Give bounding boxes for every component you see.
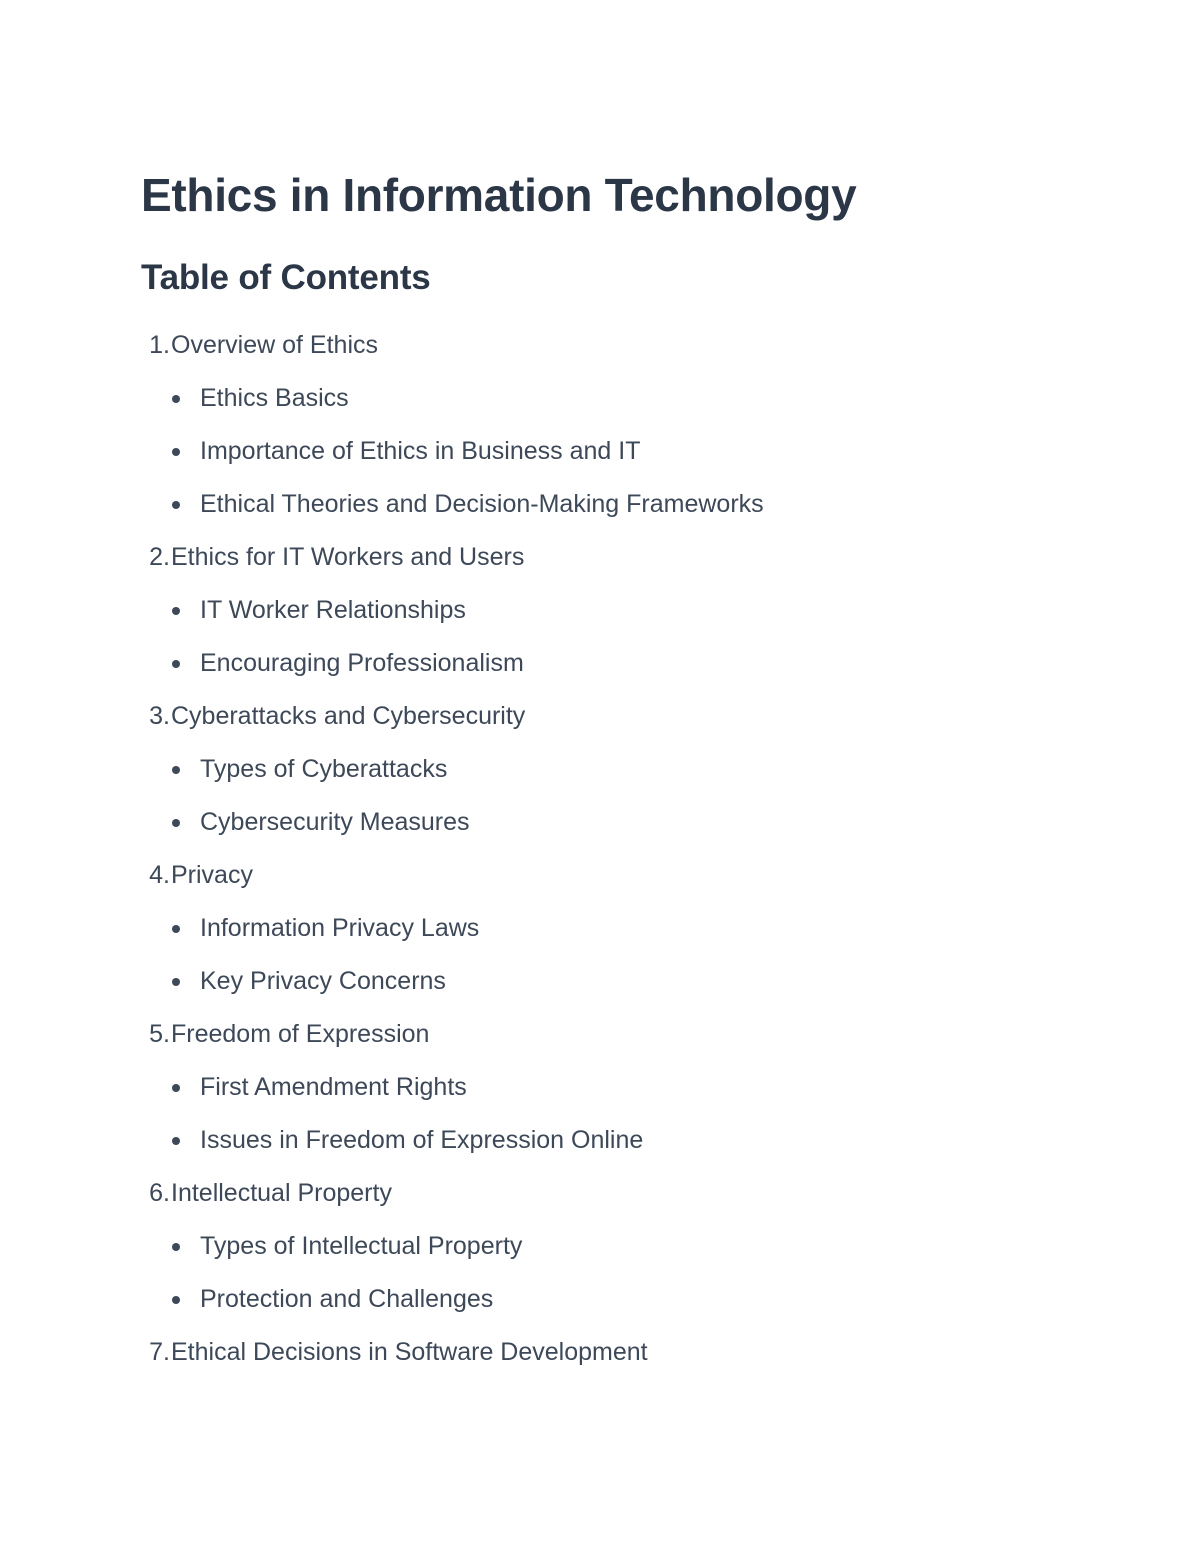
toc-section-number: 1. [149, 331, 170, 359]
toc-subitem-label: First Amendment Rights [200, 1073, 467, 1101]
toc-heading: Table of Contents [141, 258, 431, 297]
bullet-icon [172, 1137, 180, 1145]
toc-subitem-label: Encouraging Professionalism [200, 649, 524, 677]
toc-section-label: Intellectual Property [171, 1179, 392, 1207]
toc-subitem-label: Importance of Ethics in Business and IT [200, 437, 641, 465]
bullet-icon [172, 1084, 180, 1092]
toc-section-number: 5. [149, 1020, 170, 1048]
bullet-icon [172, 819, 180, 827]
toc-subitem-label: Issues in Freedom of Expression Online [200, 1126, 644, 1154]
document-title: Ethics in Information Technology [141, 169, 857, 221]
toc-section-number: 4. [149, 861, 170, 889]
toc-section-label: Freedom of Expression [171, 1020, 430, 1048]
bullet-icon [172, 766, 180, 774]
bullet-icon [172, 660, 180, 668]
toc-section-number: 2. [149, 543, 170, 571]
bullet-icon [172, 1296, 180, 1304]
toc-section-number: 6. [149, 1179, 170, 1207]
toc-subitem-label: Ethical Theories and Decision-Making Frameworks [200, 490, 764, 518]
bullet-icon [172, 1243, 180, 1251]
toc-subitem-label: IT Worker Relationships [200, 596, 466, 624]
toc-section-label: Overview of Ethics [171, 331, 379, 359]
toc-subitem-label: Cybersecurity Measures [200, 808, 470, 836]
toc-section-label: Ethical Decisions in Software Development [171, 1338, 648, 1366]
toc-subitem-label: Ethics Basics [200, 384, 349, 412]
toc-subitem-label: Information Privacy Laws [200, 914, 480, 942]
toc-subitem-label: Types of Intellectual Property [200, 1232, 523, 1260]
bullet-icon [172, 978, 180, 986]
toc-section-label: Ethics for IT Workers and Users [171, 543, 525, 571]
bullet-icon [172, 607, 180, 615]
bullet-icon [172, 395, 180, 403]
toc-section-number: 3. [149, 702, 170, 730]
toc-section-label: Cyberattacks and Cybersecurity [171, 702, 526, 730]
toc-subitem-label: Types of Cyberattacks [200, 755, 448, 783]
toc-section-label: Privacy [171, 861, 253, 889]
bullet-icon [172, 448, 180, 456]
toc-subitem-label: Protection and Challenges [200, 1285, 494, 1313]
bullet-icon [172, 925, 180, 933]
toc-subitem-label: Key Privacy Concerns [200, 967, 446, 995]
toc-section-number: 7. [149, 1338, 170, 1366]
bullet-icon [172, 501, 180, 509]
